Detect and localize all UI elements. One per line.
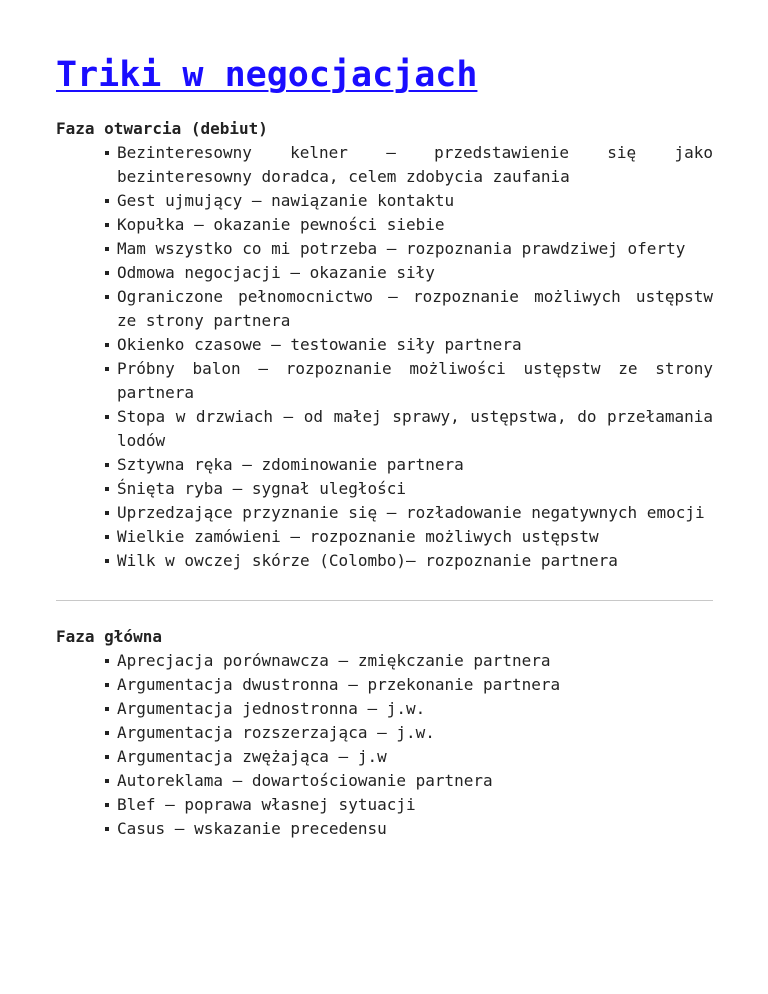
list-item: Wielkie zamówieni – rozpoznanie możliwych ustępstw [117,525,713,549]
list-item: Odmowa negocjacji – okazanie siły [117,261,713,285]
list-item: Okienko czasowe – testowanie siły partnera [117,333,713,357]
list-item: Argumentacja dwustronna – przekonanie partnera [117,673,713,697]
section-heading-main: Faza główna [56,627,162,646]
list-item: Bezinteresowny kelner – przedstawienie się jako bezinteresowny doradca, celem zdobycia zaufania [117,141,713,189]
list-item: Argumentacja jednostronna – j.w. [117,697,713,721]
section-heading-opening: Faza otwarcia (debiut) [56,119,268,138]
list-item: Argumentacja rozszerzająca – j.w. [117,721,713,745]
document-page [56,0,713,841]
list-item: Mam wszystko co mi potrzeba – rozpoznania prawdziwej oferty [117,237,713,261]
list-item: Ograniczone pełnomocnictwo – rozpoznanie możliwych ustępstw ze strony partnera [117,285,713,333]
list-item: Wilk w owczej skórze (Colombo)– rozpoznanie partnera [117,549,713,573]
main-tricks-list [56,649,713,841]
list-item: Stopa w drzwiach – od małej sprawy, ustępstwa, do przełamania lodów [117,405,713,453]
list-item: Blef – poprawa własnej sytuacji [117,793,713,817]
list-item: Sztywna ręka – zdominowanie partnera [117,453,713,477]
opening-tricks-list [56,141,713,573]
list-item: Uprzedzające przyznanie się – rozładowanie negatywnych emocji [117,501,713,525]
section-divider [56,600,713,601]
list-item: Casus – wskazanie precedensu [117,817,713,841]
list-item: Aprecjacja porównawcza – zmiękczanie partnera [117,649,713,673]
list-item: Kopułka – okazanie pewności siebie [117,213,713,237]
list-item: Śnięta ryba – sygnał uległości [117,477,713,501]
list-item: Gest ujmujący – nawiązanie kontaktu [117,189,713,213]
page-title[interactable]: Triki w negocjacjach [56,55,478,95]
list-item: Autoreklama – dowartościowanie partnera [117,769,713,793]
list-item: Argumentacja zwężająca – j.w [117,745,713,769]
list-item: Próbny balon – rozpoznanie możliwości ustępstw ze strony partnera [117,357,713,405]
